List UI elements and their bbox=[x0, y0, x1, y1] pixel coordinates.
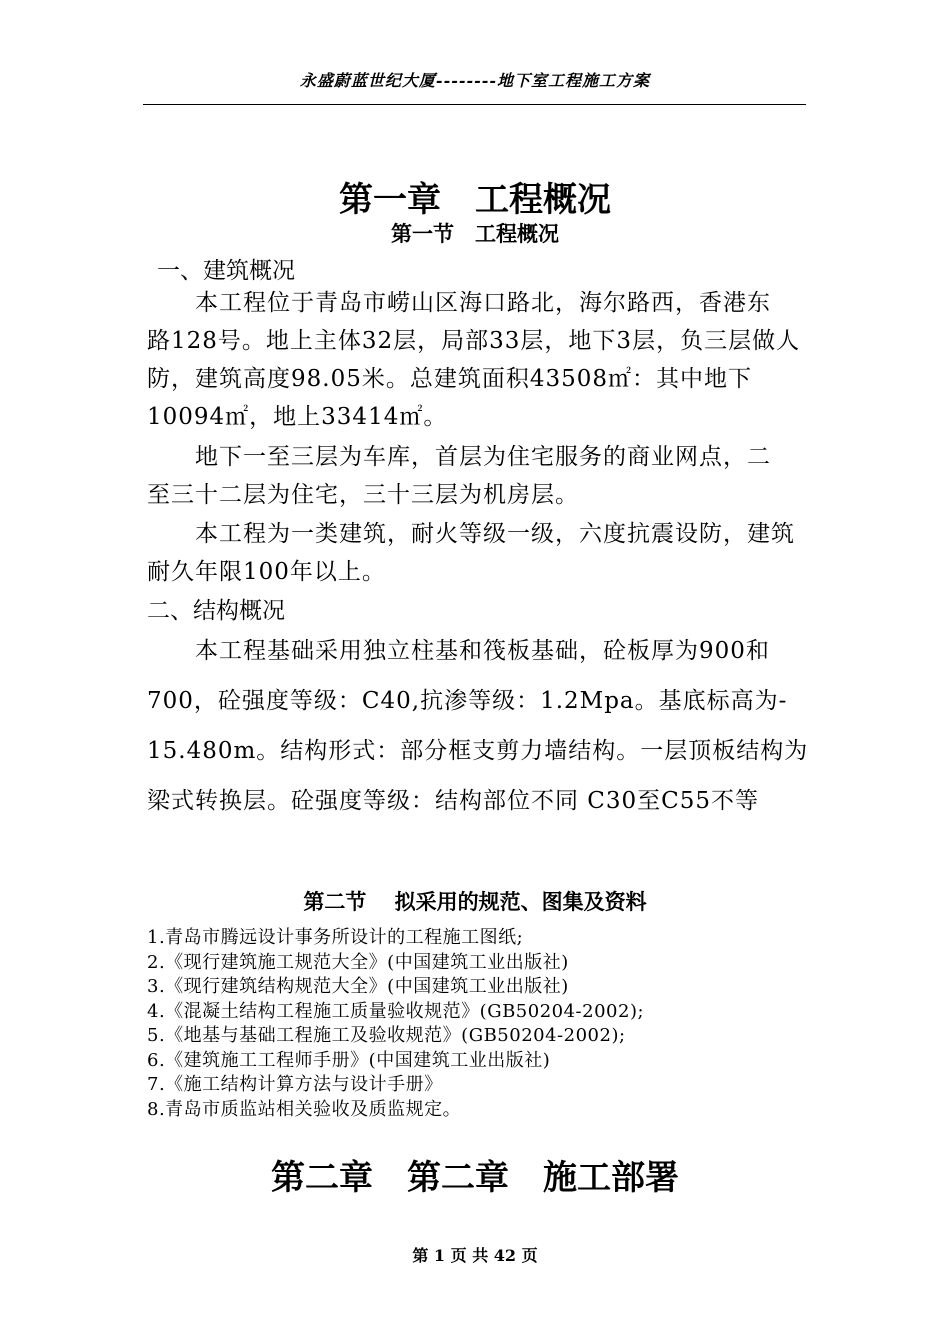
text-line: 梁式转换层。砼强度等级：结构部位不同 C30至C55不等 bbox=[147, 788, 760, 814]
paragraph-classification bbox=[147, 515, 812, 591]
text-line: 10094㎡，地上33414㎡。 bbox=[147, 404, 448, 430]
page-number: 第 1 页 共 42 页 bbox=[412, 1246, 538, 1265]
text-line: 路128号。地上主体32层，局部33层，地下3层，负三层做人 bbox=[147, 328, 801, 354]
text-line: 700，砼强度等级：C40,抗渗等级：1.2Mpa。基底标高为- bbox=[147, 688, 788, 714]
list-item: 5.《地基与基础工程施工及验收规范》(GB50204-2002); bbox=[147, 1025, 626, 1046]
section-title: 第一节 工程概况 bbox=[391, 221, 559, 246]
text-line: 本工程为一类建筑，耐火等级一级，六度抗震设防，建筑 bbox=[195, 521, 795, 547]
list-item: 7.《施工结构计算方法与设计手册》 bbox=[147, 1074, 443, 1095]
list-item: 6.《建筑施工工程师手册》(中国建筑工业出版社) bbox=[147, 1049, 551, 1071]
list-item: 2.《现行建筑施工规范大全》(中国建筑工业出版社) bbox=[147, 951, 569, 973]
subsection-heading: 一、建筑概况 bbox=[157, 258, 295, 284]
header-divider bbox=[143, 104, 806, 105]
chapter-title: 第二章 第二章 施工部署 bbox=[271, 1158, 679, 1198]
chapter-title: 第一章 工程概况 bbox=[339, 180, 611, 220]
paragraph-structure-overview bbox=[147, 626, 812, 826]
list-item: 8.青岛市质监站相关验收及质监规定。 bbox=[147, 1098, 462, 1120]
section-title: 第二节 拟采用的规范、图集及资料 bbox=[303, 889, 647, 914]
subsection-heading: 二、结构概况 bbox=[147, 598, 285, 624]
list-item: 4.《混凝土结构工程施工质量验收规范》(GB50204-2002); bbox=[147, 1000, 645, 1022]
text-line: 15.480m。结构形式：部分框支剪力墙结构。一层顶板结构为 bbox=[147, 738, 809, 764]
text-line: 地下一至三层为车库，首层为住宅服务的商业网点，二 bbox=[195, 444, 771, 470]
text-line: 本工程基础采用独立柱基和筏板基础，砼板厚为900和 bbox=[195, 638, 770, 664]
list-item: 3.《现行建筑结构规范大全》(中国建筑工业出版社) bbox=[147, 976, 569, 997]
list-item: 1.青岛市腾远设计事务所设计的工程施工图纸; bbox=[147, 927, 524, 948]
text-line: 防，建筑高度98.05米。总建筑面积43508㎡：其中地下 bbox=[147, 366, 753, 392]
page-header-title: 永盛蔚蓝世纪大厦--------地下室工程施工方案 bbox=[299, 71, 651, 90]
text-line: 至三十二层为住宅，三十三层为机房层。 bbox=[147, 482, 579, 508]
paragraph-building-overview bbox=[147, 284, 812, 436]
text-line: 耐久年限100年以上。 bbox=[147, 559, 386, 585]
text-line: 本工程位于青岛市崂山区海口路北，海尔路西，香港东 bbox=[195, 290, 771, 316]
paragraph-floor-usage bbox=[147, 438, 812, 514]
reference-list bbox=[147, 926, 807, 1122]
